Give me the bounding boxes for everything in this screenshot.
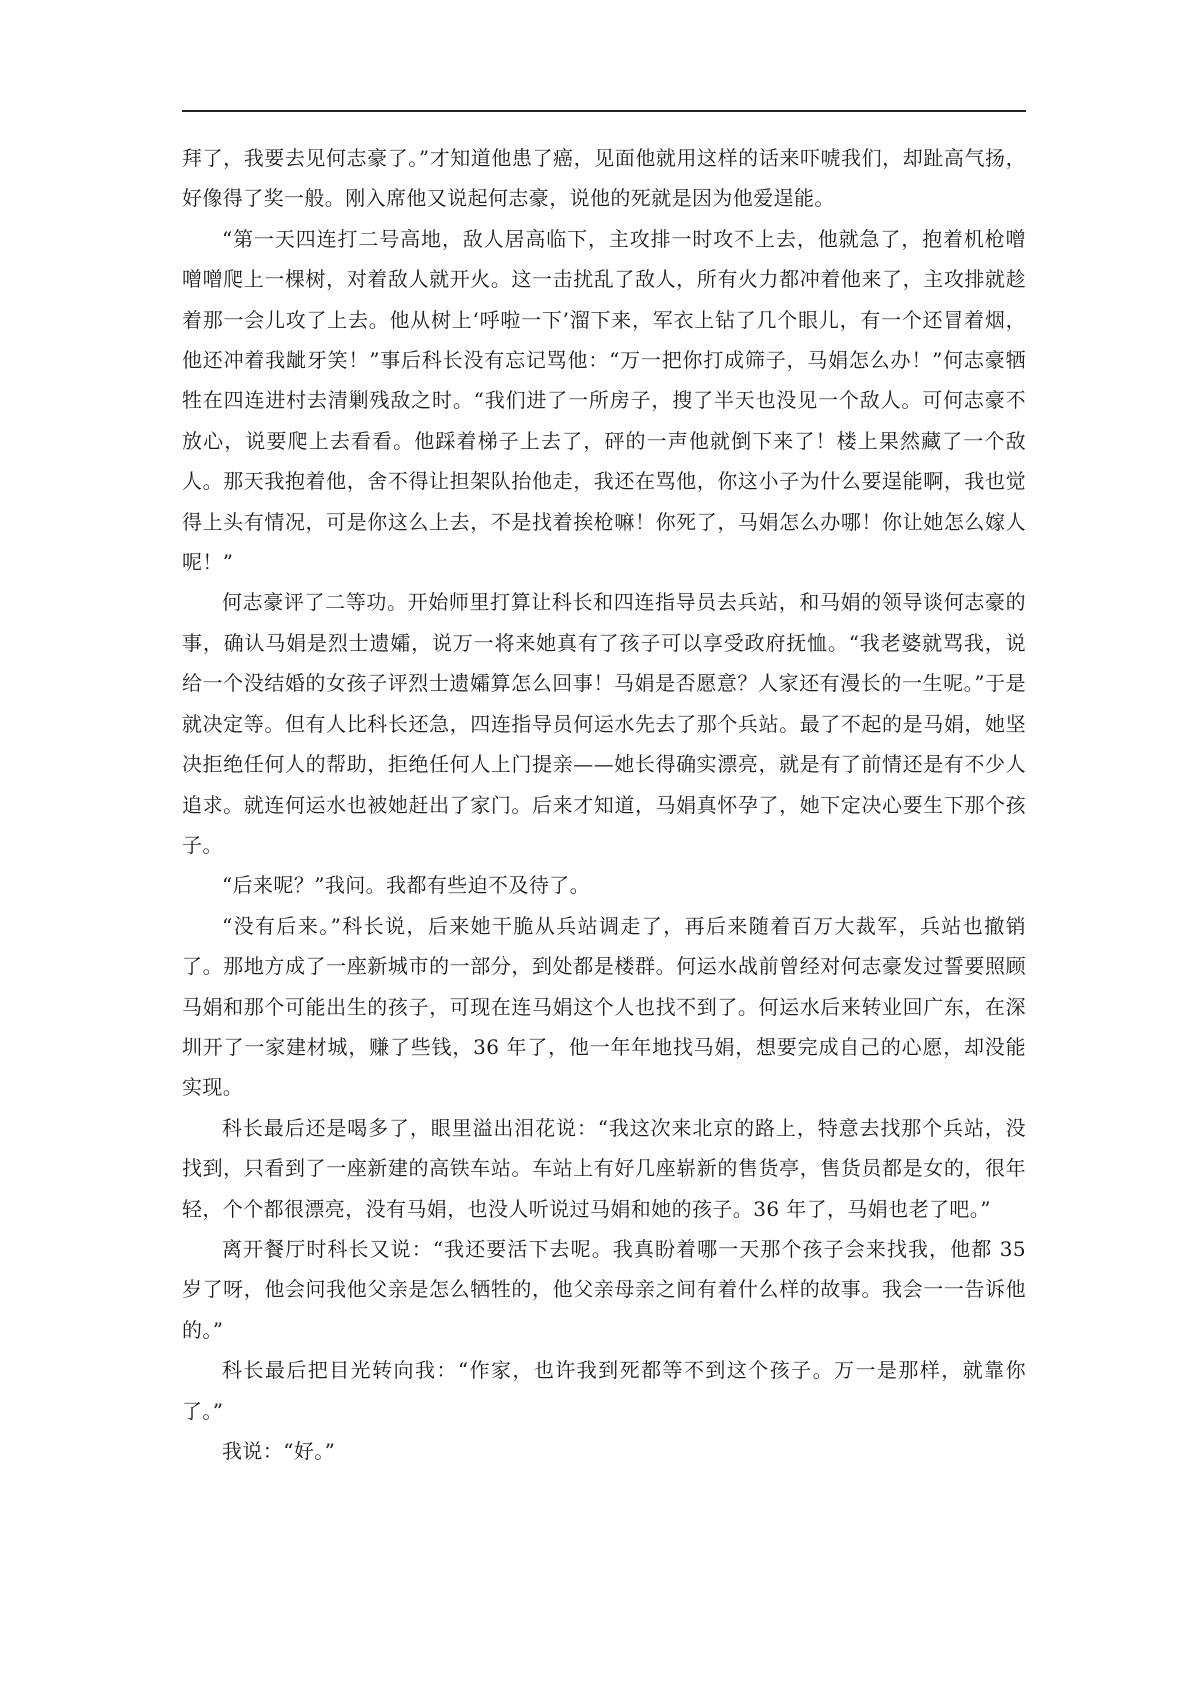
paragraph-9: 我说：“好。” [222, 1439, 336, 1463]
document-body [182, 138, 1026, 1471]
paragraph-8: 科长最后把目光转向我：“作家，也许我到死都等不到这个孩子。万一是那样，就靠你了。” [182, 1358, 1026, 1423]
paragraph-5: “没有后来。”科长说，后来她干脆从兵站调走了，再后来随着百万大裁军，兵站也撤销了。那地方成了一座新城市的一部分，到处都是楼群。何运水战前曾经对何志豪发过誓要照顾马娟和那个可能出生的孩子，可现在连马娟这个人也找不到了。何运水后来转业回广东，在深圳开了一家建材城，赚了些钱，36 年了，他一年年地找马娟，想要完成自己的心愿，却没能实现。 [182, 913, 1026, 1100]
paragraph-6: 科长最后还是喝多了，眼里溢出泪花说：“我这次来北京的路上，特意去找那个兵站，没找到，只看到了一座新建的高铁车站。车站上有好几座崭新的售货亭，售货员都是女的，很年轻，个个都很漂亮，没有马娟，也没人听说过马娟和她的孩子。36 年了，马娟也老了吧。” [182, 1115, 1026, 1221]
header-rule [182, 110, 1026, 112]
paragraph-4: “后来呢？”我问。我都有些迫不及待了。 [222, 873, 591, 898]
paragraph-7: 离开餐厅时科长又说：“我还要活下去呢。我真盼着哪一天那个孩子会来找我，他都 35 岁了呀，他会问我他父亲是怎么牺牲的，他父亲母亲之间有着什么样的故事。我会一一告诉他的。” [182, 1236, 1026, 1342]
paragraph-2: “第一天四连打二号高地，敌人居高临下，主攻排一时攻不上去，他就急了，抱着机枪噌噌噌爬上一棵树，对着敌人就开火。这一击扰乱了敌人，所有火力都冲着他来了，主攻排就趁着那一会儿攻了上去。他从树上‘呼啦一下’溜下来，军衣上钻了几个眼儿，有一个还冒着烟，他还冲着我龇牙笑！”事后科长没有忘记骂他：“万一把你打成筛子，马娟怎么办！”何志豪牺牲在四连进村去清剿残敌之时。“我们进了一所房子，搜了半天也没见一个敌人。可何志豪不放心，说要爬上去看看。他踩着梯子上去了，砰的一声他就倒下来了！楼上果然藏了一个敌人。那天我抱着他，舍不得让担架队抬他走，我还在骂他，你这小子为什么要逞能啊，我也觉得上头有情况，可是你这么上去，不是找着挨枪嘛！你死了，马娟怎么办哪！你让她怎么嫁人呢！” [182, 226, 1026, 575]
paragraph-3: 何志豪评了二等功。开始师里打算让科长和四连指导员去兵站，和马娟的领导谈何志豪的事，确认马娟是烈士遗孀，说万一将来她真有了孩子可以享受政府抚恤。“我老婆就骂我，说给一个没结婚的女孩子评烈士遗孀算怎么回事！马娟是否愿意？人家还有漫长的一生呢。”于是就决定等。但有人比科长还急，四连指导员何运水先去了那个兵站。最了不起的是马娟，她坚决拒绝任何人的帮助，拒绝任何人上门提亲——她长得确实漂亮，就是有了前情还是有不少人追求。就连何运水也被她赶出了家门。后来才知道，马娟真怀孕了，她下定决心要生下那个孩子。 [182, 590, 1026, 857]
paragraph-1: 拜了，我要去见何志豪了。”才知道他患了癌，见面他就用这样的话来吓唬我们，却趾高气扬，好像得了奖一般。刚入席他又说起何志豪，说他的死就是因为他爱逞能。 [182, 146, 1026, 211]
